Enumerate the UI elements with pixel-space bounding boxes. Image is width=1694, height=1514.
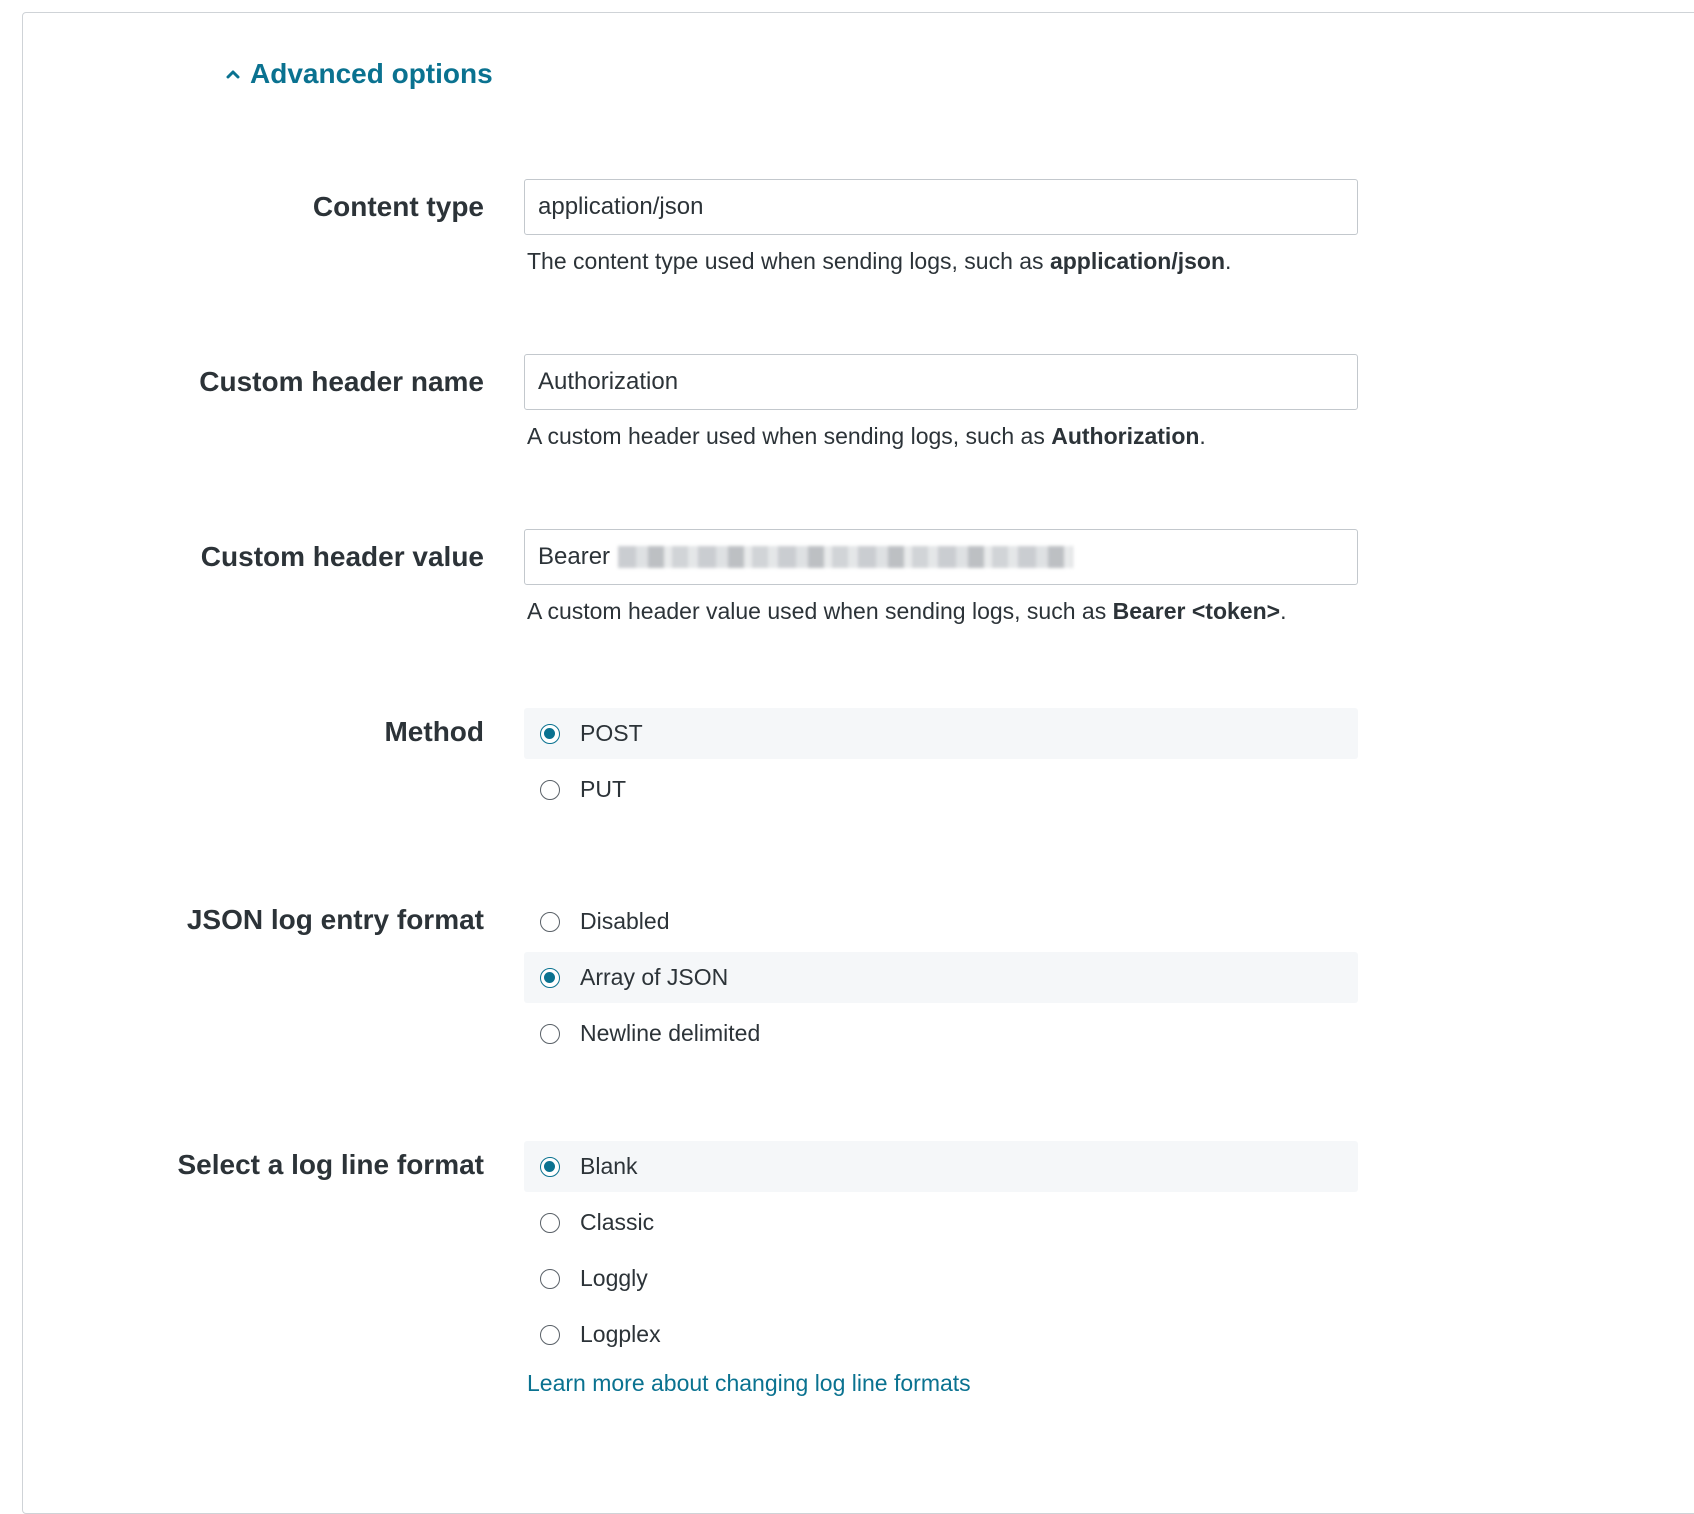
radio-icon[interactable] bbox=[540, 1213, 560, 1233]
radio-icon[interactable] bbox=[540, 912, 560, 932]
method-label: Method bbox=[384, 716, 484, 747]
log-line-format-option-classic[interactable]: Classic bbox=[524, 1197, 1358, 1248]
custom-header-name-input[interactable] bbox=[524, 354, 1358, 410]
json-format-radio-group bbox=[524, 896, 1358, 1064]
log-line-format-radio-group bbox=[524, 1141, 1358, 1365]
json-format-option-newline[interactable]: Newline delimited bbox=[524, 1008, 1358, 1059]
advanced-options-label: Advanced options bbox=[250, 58, 493, 89]
log-line-format-option-loggly[interactable]: Loggly bbox=[524, 1253, 1358, 1304]
json-format-label: JSON log entry format bbox=[186, 904, 484, 935]
log-line-format-label: Select a log line format bbox=[177, 1149, 484, 1180]
custom-header-value-help: A custom header value used when sending logs, such as Bearer <token>. bbox=[527, 598, 1287, 624]
custom-header-value-label: Custom header value bbox=[200, 541, 484, 572]
method-radio-group bbox=[524, 708, 1358, 820]
custom-header-name-help: A custom header used when sending logs, such as Authorization. bbox=[527, 423, 1206, 449]
chevron-up-icon bbox=[226, 69, 240, 79]
radio-icon[interactable] bbox=[540, 1325, 560, 1345]
custom-header-value-input[interactable] bbox=[524, 529, 1358, 585]
advanced-options-toggle[interactable] bbox=[226, 58, 493, 90]
method-option-put[interactable]: PUT bbox=[524, 764, 1358, 815]
json-format-option-array[interactable]: Array of JSON bbox=[524, 952, 1358, 1003]
header-value-text: Bearer bbox=[538, 543, 611, 570]
custom-header-name-label: Custom header name bbox=[199, 366, 484, 397]
radio-selected-icon[interactable] bbox=[540, 1157, 560, 1177]
method-option-post[interactable]: POST bbox=[524, 708, 1358, 759]
radio-icon[interactable] bbox=[540, 780, 560, 800]
log-line-format-option-logplex[interactable]: Logplex bbox=[524, 1309, 1358, 1360]
log-line-format-option-blank[interactable]: Blank bbox=[524, 1141, 1358, 1192]
redacted-token bbox=[618, 546, 1073, 568]
radio-icon[interactable] bbox=[540, 1024, 560, 1044]
radio-selected-icon[interactable] bbox=[540, 724, 560, 744]
learn-more-log-formats-link[interactable]: Learn more about changing log line formats bbox=[527, 1370, 971, 1396]
content-type-help: The content type used when sending logs, such as application/json. bbox=[527, 248, 1232, 274]
radio-selected-icon[interactable] bbox=[540, 968, 560, 988]
json-format-option-disabled[interactable]: Disabled bbox=[524, 896, 1358, 947]
content-type-label: Content type bbox=[312, 191, 484, 222]
radio-icon[interactable] bbox=[540, 1269, 560, 1289]
content-type-input[interactable] bbox=[524, 179, 1358, 235]
